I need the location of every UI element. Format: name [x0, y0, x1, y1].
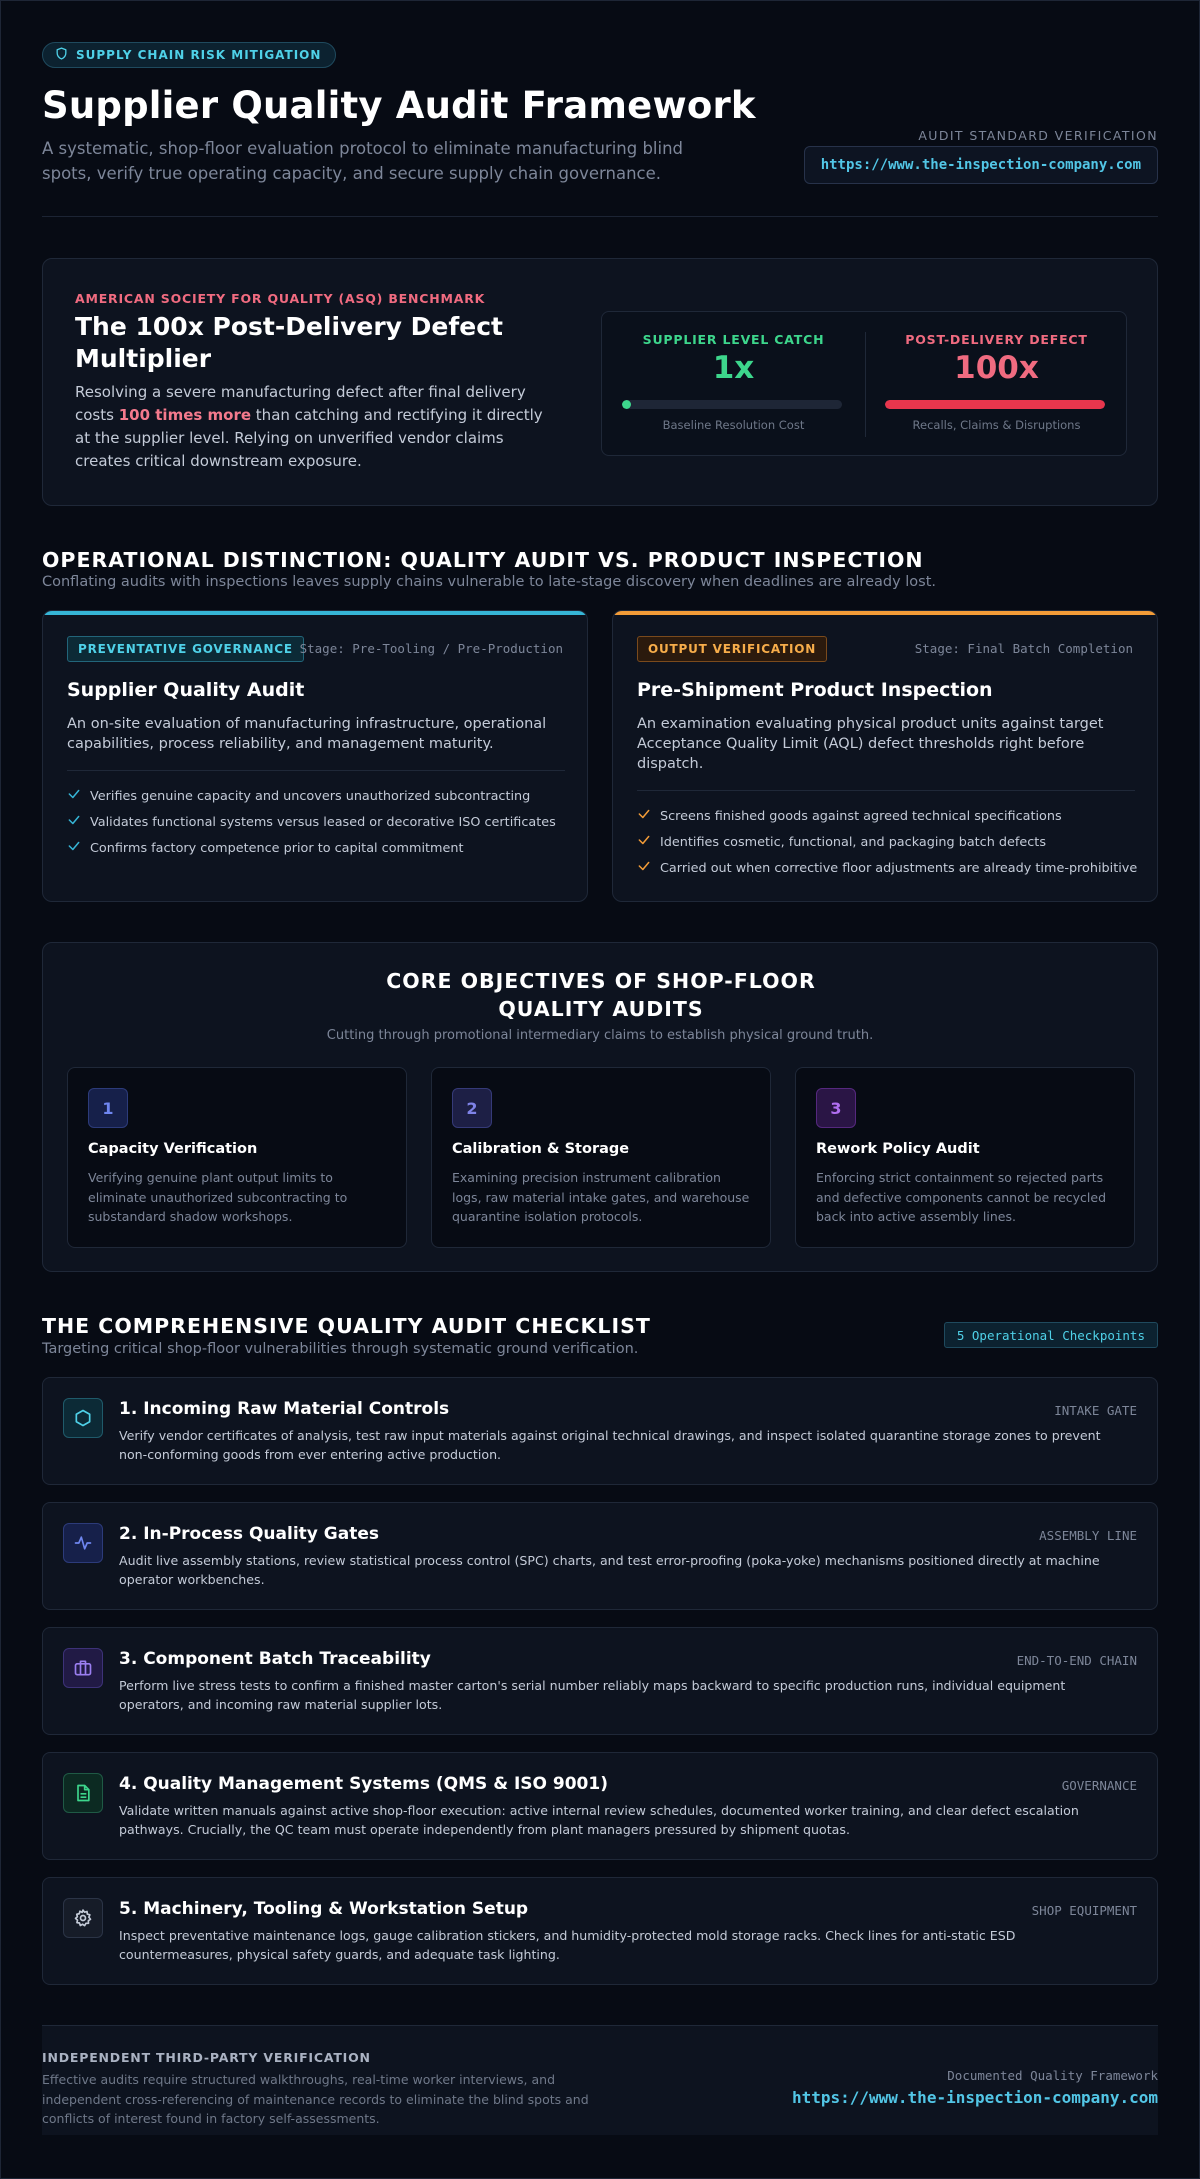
page-subtitle: A systematic, shop-floor evaluation protocol to eliminate manufacturing blind spots, verify true operating capacity, and secure supply chain governance. [42, 139, 684, 183]
header-tag [42, 42, 336, 68]
objectives-title: CORE OBJECTIVES OF SHOP-FLOOR QUALITY AUDITS [386, 969, 816, 1021]
inspection-card [612, 610, 1158, 902]
card-points [637, 803, 1137, 881]
objective-description: Enforcing strict containment so rejected parts and defective components cannot be recycled back into active assembly lines. [816, 1170, 1107, 1224]
objective-card [795, 1067, 1135, 1248]
checklist-item [42, 1877, 1158, 1985]
objectives-panel [42, 942, 1158, 1272]
checklist-item-description: Audit live assembly stations, review statistical process control (SPC) charts, and test error-proofing (poka-yoke) mechanisms positioned directly at machine operator workbenches. [119, 1553, 1100, 1587]
checklist-item-tag: END-TO-END CHAIN [1016, 1653, 1137, 1668]
card-divider [637, 790, 1135, 791]
checklist-item [42, 1627, 1158, 1735]
card-description: An examination evaluating physical product units against target Acceptance Quality Limit (AQL) defect thresholds right before dispatch. [637, 716, 1104, 772]
checklist-item-tag: SHOP EQUIPMENT [1031, 1903, 1137, 1918]
check-icon [67, 839, 81, 857]
metric-bar [622, 400, 842, 409]
metric-bar-fill [885, 400, 1105, 409]
checklist-item-description: Validate written manuals against active shop-floor execution: active internal review schedules, documented worker training, and clear defect escalation pathways. Crucially, the QC team must operate independently from plant managers pressured by shipment quotas. [119, 1803, 1079, 1837]
checklist-heading: THE COMPREHENSIVE QUALITY AUDIT CHECKLIST [42, 1314, 651, 1338]
objective-title: Capacity Verification [88, 1141, 258, 1157]
list-item [67, 835, 556, 861]
list-item [67, 809, 556, 835]
card-accent-line [613, 611, 1157, 615]
verify-url-link[interactable]: https://www.the-inspection-company.com [804, 146, 1158, 184]
metric-label: POST-DELIVERY DEFECT [905, 332, 1088, 347]
footer [42, 2025, 1158, 2135]
objective-number: 1 [88, 1088, 128, 1128]
metric-caption: Recalls, Claims & Disruptions [912, 418, 1081, 432]
point-text: Confirms factory competence prior to capital commitment [90, 840, 464, 856]
check-icon [637, 859, 651, 877]
benchmark-title: The 100x Post-Delivery Defect Multiplier [75, 312, 503, 373]
checklist-item-description: Perform live stress tests to confirm a finished master carton's serial number reliably maps backward to specific production runs, individual equipment operators, and incoming raw material supplier lots. [119, 1678, 1066, 1712]
card-accent-line [43, 611, 587, 615]
objective-title: Calibration & Storage [452, 1141, 630, 1157]
checklist-item [42, 1752, 1158, 1860]
shield-icon [55, 47, 68, 63]
card-stage: Stage: Final Batch Completion [914, 641, 1133, 656]
checklist-item [42, 1377, 1158, 1485]
checklist-item-title: 4. Quality Management Systems (QMS & ISO 9001) [119, 1774, 608, 1794]
briefcase-icon [63, 1648, 103, 1688]
metric-value: 1x [712, 350, 755, 386]
check-icon [637, 807, 651, 825]
point-text: Identifies cosmetic, functional, and packaging batch defects [660, 834, 1046, 850]
benchmark-text [75, 381, 555, 473]
checklist-item-description: Inspect preventative maintenance logs, gauge calibration stickers, and humidity-protected mold storage racks. Check lines for anti-static ESD countermeasures, physical safety guards, and adequate task lighting. [119, 1928, 1016, 1962]
list-item [637, 803, 1137, 829]
distinction-subheading: Conflating audits with inspections leaves supply chains vulnerable to late-stage discovery when deadlines are already lost. [42, 574, 937, 590]
card-divider [67, 770, 565, 771]
metric-post-delivery [865, 312, 1128, 457]
card-title: Supplier Quality Audit [67, 679, 305, 701]
objective-number: 2 [452, 1088, 492, 1128]
metric-bar-fill [622, 400, 631, 409]
check-icon [67, 787, 81, 805]
checklist-item-title: 3. Component Batch Traceability [119, 1649, 431, 1669]
footer-title: INDEPENDENT THIRD-PARTY VERIFICATION [42, 2050, 371, 2065]
objective-description: Verifying genuine plant output limits to eliminate unauthorized subcontracting to substandard shadow workshops. [88, 1170, 348, 1224]
footer-description: Effective audits require structured walkthroughs, real-time worker interviews, and independent cross-referencing of maintenance records to eliminate the blind spots and conflicts of interest found in factory self-assessments. [42, 2072, 589, 2126]
metric-value: 100x [954, 350, 1039, 386]
checklist-item-tag: GOVERNANCE [1061, 1778, 1137, 1793]
benchmark-kicker: AMERICAN SOCIETY FOR QUALITY (ASQ) BENCHMARK [75, 291, 486, 306]
card-points [67, 783, 556, 861]
metric-supplier-catch [602, 312, 865, 457]
benchmark-panel [42, 258, 1158, 506]
metric-caption: Baseline Resolution Cost [662, 418, 805, 432]
objective-description: Examining precision instrument calibration logs, raw material intake gates, and warehouse quarantine isolation protocols. [452, 1170, 750, 1224]
footer-link-label: Documented Quality Framework [947, 2068, 1158, 2083]
check-icon [637, 833, 651, 851]
list-item [67, 783, 556, 809]
benchmark-text-part: than catching and rectifying it directly at the supplier level. Relying on unverified vendor claims creates critical downstream exposure. [75, 406, 543, 470]
check-icon [67, 813, 81, 831]
card-title: Pre-Shipment Product Inspection [637, 679, 993, 701]
benchmark-text-part: Resolving a severe manufacturing defect after final delivery costs [75, 383, 526, 424]
metric-label: SUPPLIER LEVEL CATCH [642, 332, 825, 347]
objective-card [67, 1067, 407, 1248]
point-text: Carried out when corrective floor adjustments are already time-prohibitive [660, 860, 1138, 876]
checklist-item-title: 1. Incoming Raw Material Controls [119, 1399, 450, 1419]
audit-card [42, 610, 588, 902]
objective-card [431, 1067, 771, 1248]
list-item [637, 829, 1137, 855]
card-stage: Stage: Pre-Tooling / Pre-Production [299, 641, 563, 656]
list-item [637, 855, 1137, 881]
footer-url-link[interactable]: https://www.the-inspection-company.com [791, 2088, 1158, 2107]
verify-label: AUDIT STANDARD VERIFICATION [918, 128, 1158, 143]
document-icon [63, 1773, 103, 1813]
hexagon-icon [63, 1398, 103, 1438]
page-title: Supplier Quality Audit Framework [42, 84, 756, 127]
gear-icon [63, 1898, 103, 1938]
card-description: An on-site evaluation of manufacturing infrastructure, operational capabilities, process reliability, and management maturity. [67, 716, 547, 752]
distinction-heading: OPERATIONAL DISTINCTION: QUALITY AUDIT VS. PRODUCT INSPECTION [42, 548, 924, 572]
point-text: Validates functional systems versus leased or decorative ISO certificates [90, 814, 556, 830]
objective-number: 3 [816, 1088, 856, 1128]
checklist-item-tag: INTAKE GATE [1054, 1403, 1137, 1418]
checkpoints-badge: 5 Operational Checkpoints [944, 1322, 1158, 1348]
checklist-subheading: Targeting critical shop-floor vulnerabilities through systematic ground verification. [42, 1341, 639, 1357]
checklist-item-tag: ASSEMBLY LINE [1039, 1528, 1137, 1543]
activity-icon [63, 1523, 103, 1563]
checklist-item-title: 2. In-Process Quality Gates [119, 1524, 379, 1544]
header-tag-label: SUPPLY CHAIN RISK MITIGATION [76, 48, 322, 62]
checklist-item-title: 5. Machinery, Tooling & Workstation Setup [119, 1899, 529, 1919]
objective-title: Rework Policy Audit [816, 1141, 980, 1157]
metric-bar [885, 400, 1105, 409]
benchmark-highlight: 100 times more [118, 406, 252, 424]
point-text: Screens finished goods against agreed technical specifications [660, 808, 1062, 824]
header-divider [42, 216, 1158, 217]
card-badge: OUTPUT VERIFICATION [637, 636, 827, 662]
checklist-item-description: Verify vendor certificates of analysis, test raw input materials against original technical drawings, and inspect isolated quarantine storage zones to prevent non-conforming goods from ever entering active production. [119, 1428, 1101, 1462]
point-text: Verifies genuine capacity and uncovers unauthorized subcontracting [90, 788, 531, 804]
objectives-subtitle: Cutting through promotional intermediary claims to establish physical ground truth. [326, 1028, 874, 1043]
card-badge: PREVENTATIVE GOVERNANCE [67, 636, 304, 662]
metric-comparison [601, 311, 1127, 456]
checklist-item [42, 1502, 1158, 1610]
